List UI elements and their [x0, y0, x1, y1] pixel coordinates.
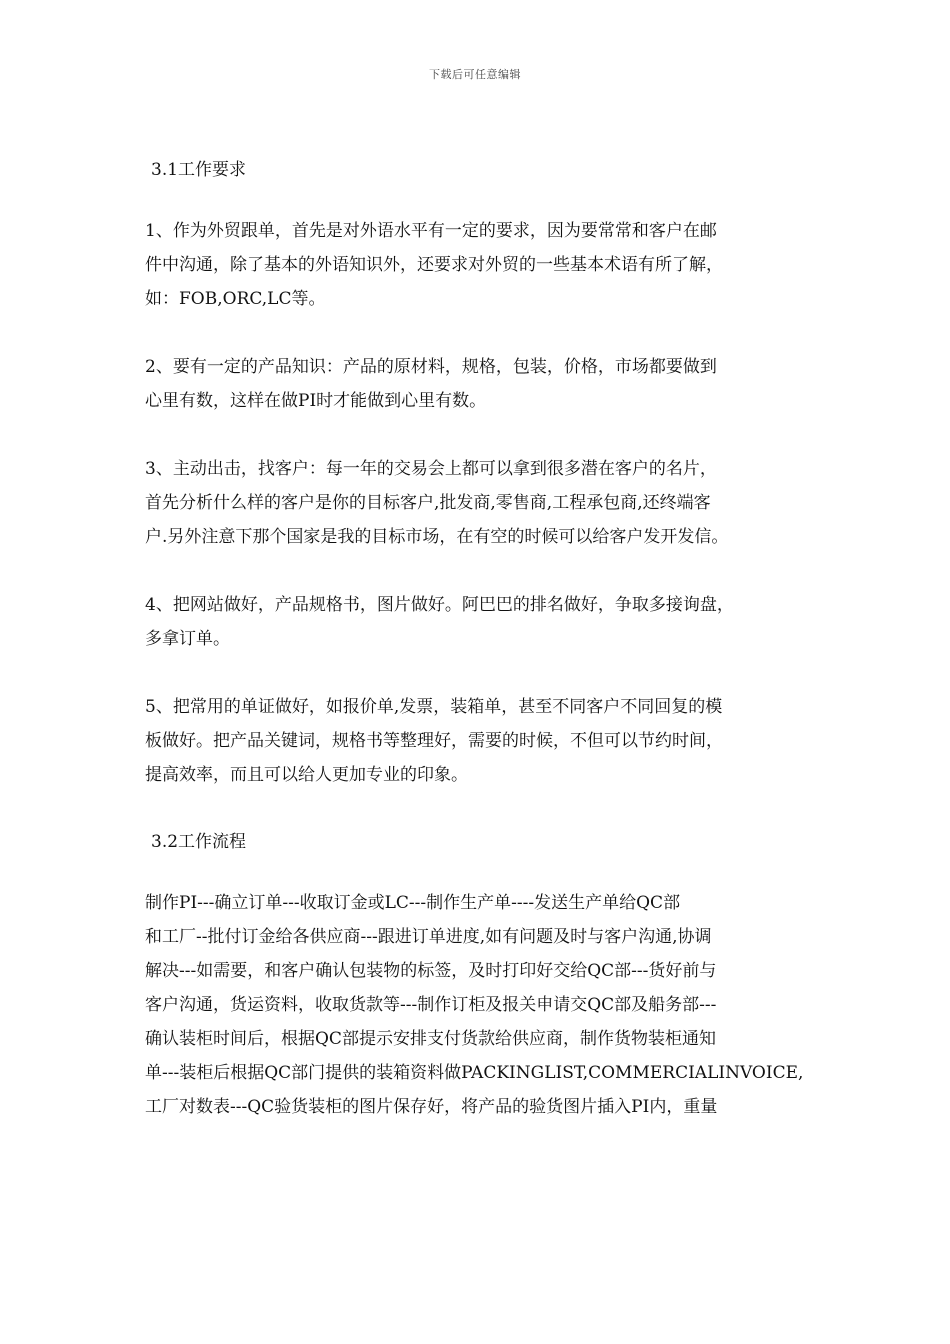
paragraph-6: 制作PI---确立订单---收取订金或LC---制作生产单----发送生产单给QC部 和工厂--批付订金给各供应商---跟进订单进度,如有问题及时与客户沟通,协调 解决---如需要，和客户确认包装物的标签，及时打印好交给QC部---货好前与 客户沟通，货运资料，收取货款等---制作订柜及报关申请交QC部及船务部--- 确认装柜时间后，根据QC部提示安排支付货款给供应商，制作货物装柜通知 单---装柜后根据QC部门提供的装箱资料做PACKINGLIST,COMMERCIALINVOICE, 工厂对数表---QC验货装柜的图片保存好，将产品的验货图片插入PI内，重量: [145, 893, 804, 1117]
document-body: [145, 150, 825, 1124]
section-heading-3-1: 3.1工作要求: [151, 160, 247, 180]
paragraph-4: 4、把网站做好，产品规格书，图片做好。阿巴巴的排名做好，争取多接询盘， 多拿订单。: [145, 595, 734, 649]
page-header: 下载后可任意编辑: [429, 68, 521, 81]
paragraph-1: 1、作为外贸跟单，首先是对外语水平有一定的要求，因为要常常和客户在邮 件中沟通，除了基本的外语知识外，还要求对外贸的一些基本术语有所了解， 如：FOB,ORC,LC等。: [145, 221, 723, 309]
paragraph-2: 2、要有一定的产品知识：产品的原材料，规格，包装，价格，市场都要做到 心里有数，这样在做PI时才能做到心里有数。: [145, 357, 717, 411]
paragraph-3: 3、主动出击，找客户：每一年的交易会上都可以拿到很多潜在客户的名片， 首先分析什么样的客户是你的目标客户,批发商,零售商,工程承包商,还终端客 户.另外注意下那个国家是我的目标市场，在有空的时候可以给客户发开发信。: [145, 459, 729, 547]
paragraph-5: 5、把常用的单证做好，如报价单,发票，装箱单，甚至不同客户不同回复的模 板做好。把产品关键词，规格书等整理好，需要的时候，不但可以节约时间， 提高效率，而且可以给人更加专业的印象。: [145, 697, 723, 785]
section-heading-3-2: 3.2工作流程: [151, 832, 247, 852]
